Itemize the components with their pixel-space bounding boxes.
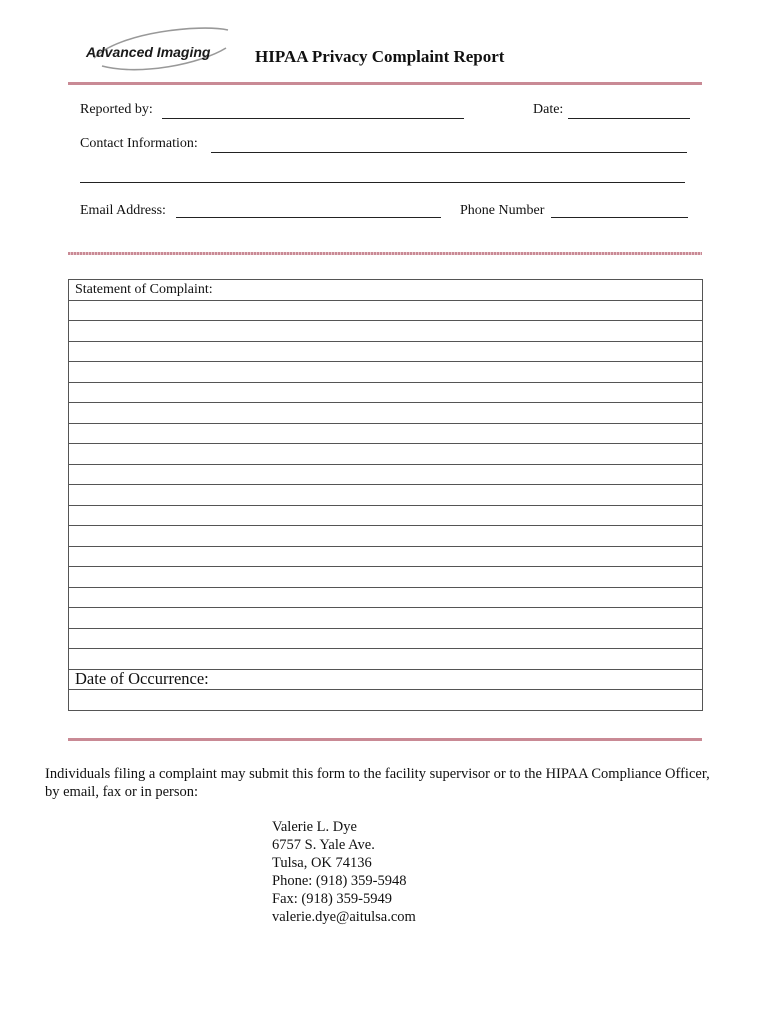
page-title: HIPAA Privacy Complaint Report [255, 47, 505, 66]
contact-phone: Phone: (918) 359-5948 [272, 873, 407, 889]
complaint-table [68, 279, 703, 711]
submission-instructions: Individuals filing a complaint may submit this form to the facility supervisor or to the HIPAA Compliance Officer, by email, fax or in person: [45, 766, 710, 800]
complaint-line[interactable] [69, 608, 703, 629]
date-of-occurrence-field[interactable] [69, 690, 703, 711]
complaint-line[interactable] [69, 403, 703, 424]
contact-name: Valerie L. Dye [272, 819, 357, 835]
date-field[interactable] [568, 104, 690, 119]
complaint-line[interactable] [69, 567, 703, 588]
complaint-line[interactable] [69, 649, 703, 670]
complaint-line[interactable] [69, 423, 703, 444]
complaint-line[interactable] [69, 546, 703, 567]
complaint-line[interactable] [69, 321, 703, 342]
contact-information-field[interactable] [211, 138, 687, 153]
complaint-line[interactable] [69, 526, 703, 547]
email-address-field[interactable] [176, 203, 441, 218]
complaint-line[interactable] [69, 485, 703, 506]
compliance-officer-contact [272, 818, 416, 926]
phone-number-field[interactable] [551, 203, 688, 218]
reported-by-field[interactable] [162, 104, 464, 119]
contact-information-label: Contact Information: [80, 136, 198, 151]
statement-of-complaint-label: Statement of Complaint: [69, 280, 703, 301]
reported-by-label: Reported by: [80, 102, 153, 117]
contact-city: Tulsa, OK 74136 [272, 855, 372, 871]
middle-divider [68, 252, 702, 255]
advanced-imaging-logo [80, 24, 230, 80]
complaint-line[interactable] [69, 464, 703, 485]
svg-text:Advanced Imaging: Advanced Imaging [86, 44, 211, 60]
complaint-line[interactable] [69, 444, 703, 465]
complaint-line[interactable] [69, 300, 703, 321]
bottom-divider [68, 738, 702, 741]
complaint-line[interactable] [69, 341, 703, 362]
complaint-line[interactable] [69, 362, 703, 383]
email-address-label: Email Address: [80, 203, 166, 218]
complaint-line[interactable] [69, 505, 703, 526]
contact-street: 6757 S. Yale Ave. [272, 837, 375, 853]
complaint-line[interactable] [69, 382, 703, 403]
date-of-occurrence-label: Date of Occurrence: [69, 669, 703, 690]
complaint-line[interactable] [69, 628, 703, 649]
phone-number-label: Phone Number [460, 203, 545, 218]
contact-email[interactable]: valerie.dye@aitulsa.com [272, 909, 416, 925]
complaint-line[interactable] [69, 587, 703, 608]
date-label: Date: [533, 102, 564, 117]
contact-information-field-line-2[interactable] [80, 168, 685, 183]
contact-fax: Fax: (918) 359-5949 [272, 891, 393, 907]
top-divider [68, 82, 702, 85]
